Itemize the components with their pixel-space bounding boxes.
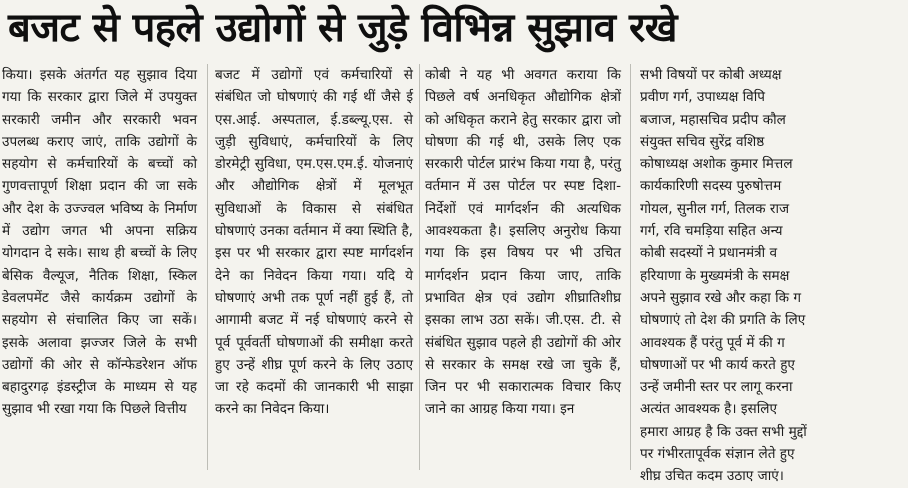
column-line: आवश्यक हैं परंतु पूर्व में की ग xyxy=(640,334,785,351)
article-column-1 xyxy=(2,64,197,470)
column-line: कोषाध्यक्ष अशोक कुमार मित्तल xyxy=(640,156,793,173)
column-text: बजट में उद्योगों एवं कर्मचारियों से संबंधित जो घोषणाएं की गई थीं जैसे ई एस.आई. अस्पताल, ई.डब्ल्यू.एस. से जुड़ी सुविधाएं, कर्मचारियों के लिए डोरमेट्री सुविधा, एम.एस.एम.ई. योजनाएं और औद्योगिक क्षेत्रों में मूलभूत सुविधाओं के विकास से संबंधित घोषणाएं उनका वर्तमान में क्या स्थिति है, इस पर भी सरकार द्वारा स्पष्ट मार्गदर्शन देने का निवेदन किया गया। यदि ये घोषणाएं अभी तक पूर्ण नहीं हुई हैं, तो आगामी बजट में नई घोषणाएं करने से पूर्व पूर्ववर्ती घोषणाओं की समीक्षा करते हुए उन्हें शीघ्र पूर्ण करने के लिए उठाए जा रहे कदमों की जानकारी भी साझा करने का निवेदन किया। xyxy=(215,67,413,418)
article-column-4 xyxy=(640,64,826,485)
column-line: कार्यकारिणी सदस्य पुरुषोत्तम xyxy=(640,178,782,195)
column-line: शीघ्र उचित कदम उठाए जाएं। xyxy=(640,468,784,485)
column-line: उन्हें जमीनी स्तर पर लागू करना xyxy=(640,379,793,396)
column-line: हमारा आग्रह है कि उक्त सभी मुद्दों xyxy=(640,423,807,440)
column-line: गर्ग, रवि चमड़िया सहित अन्य xyxy=(640,223,783,240)
column-line: घोषणाएं तो देश की प्रगति के लिए xyxy=(640,312,806,329)
column-text: किया। इसके अंतर्गत यह सुझाव दिया गया कि सरकार द्वारा जिले में उपयुक्त सरकारी जमीन और सरकारी भवन उपलब्ध कराए जाएं, ताकि उद्योगों के सहयोग से कर्मचारियों के बच्चों को गुणवत्तापूर्ण शिक्षा प्रदान की जा सके और देश के उज्ज्वल भविष्य के निर्माण में उद्योग जगत भी अपना सक्रिय योगदान दे सके। साथ ही बच्चों के लिए बेसिक वैल्यूज, नैतिक शिक्षा, स्किल डेवलपमेंट जैसे कार्यक्रम उद्योगों के सहयोग से संचालित किए जा सकें। इसके अलावा झज्जर जिले के सभी उद्योगों की ओर से कॉन्फेडरेशन ऑफ बहादुरगढ़ इंडस्ट्रीज के माध्यम से यह सुझाव भी रखा गया कि पिछले वित्तीय xyxy=(2,67,197,418)
headline: बजट से पहले उद्योगों से जुड़े विभिन्न सुझाव रखे xyxy=(8,5,678,51)
column-divider xyxy=(630,64,631,470)
column-divider xyxy=(419,64,420,470)
column-text: कोबी ने यह भी अवगत कराया कि पिछले वर्ष अनधिकृत औद्योगिक क्षेत्रों को अधिकृत कराने हेतु सरकार द्वारा जो घोषणा की गई थी, उसके लिए एक सरकारी पोर्टल प्रारंभ किया गया है, परंतु वर्तमान में उस पोर्टल पर स्पष्ट दिशा-निर्देशों एवं मार्गदर्शन की अत्यधिक आवश्यकता है। इसलिए अनुरोध किया गया कि इस विषय पर भी उचित मार्गदर्शन प्रदान किया जाए, ताकि प्रभावित क्षेत्र एवं उद्योग शीघ्रातिशीघ्र इसका लाभ उठा सकें। जी.एस. टी. से संबंधित सुझाव पहले ही उद्योगों की ओर से सरकार के समक्ष रखे जा चुके हैं, जिन पर भी सकारात्मक विचार किए जाने का आग्रह किया गया। इन xyxy=(425,67,621,418)
column-line: घोषणाओं पर भी कार्य करते हुए xyxy=(640,356,795,373)
column-line: सभी विषयों पर कोबी अध्यक्ष xyxy=(640,67,782,83)
column-line: हरियाणा के मुख्यमंत्री के समक्ष xyxy=(640,267,790,284)
column-divider xyxy=(207,64,208,470)
column-line: कोबी सदस्यों ने प्रधानमंत्री व xyxy=(640,245,778,262)
column-line: बजाज, महासचिव प्रदीप कौल xyxy=(640,111,786,128)
column-line: पर गंभीरतापूर्वक संज्ञान लेते हुए xyxy=(640,446,795,463)
article-column-3 xyxy=(425,64,621,470)
column-line: संयुक्त सचिव सुरेंद्र वशिष्ठ xyxy=(640,133,765,150)
column-line: अत्यंत आवश्यक है। इसलिए xyxy=(640,401,777,418)
column-line: अपने सुझाव रखे और कहा कि ग xyxy=(640,289,802,306)
column-line: गोयल, सुनील गर्ग, तिलक राज xyxy=(640,200,790,217)
column-line: प्रवीण गर्ग, उपाध्यक्ष विपि xyxy=(640,89,765,106)
article-column-2 xyxy=(215,64,413,470)
